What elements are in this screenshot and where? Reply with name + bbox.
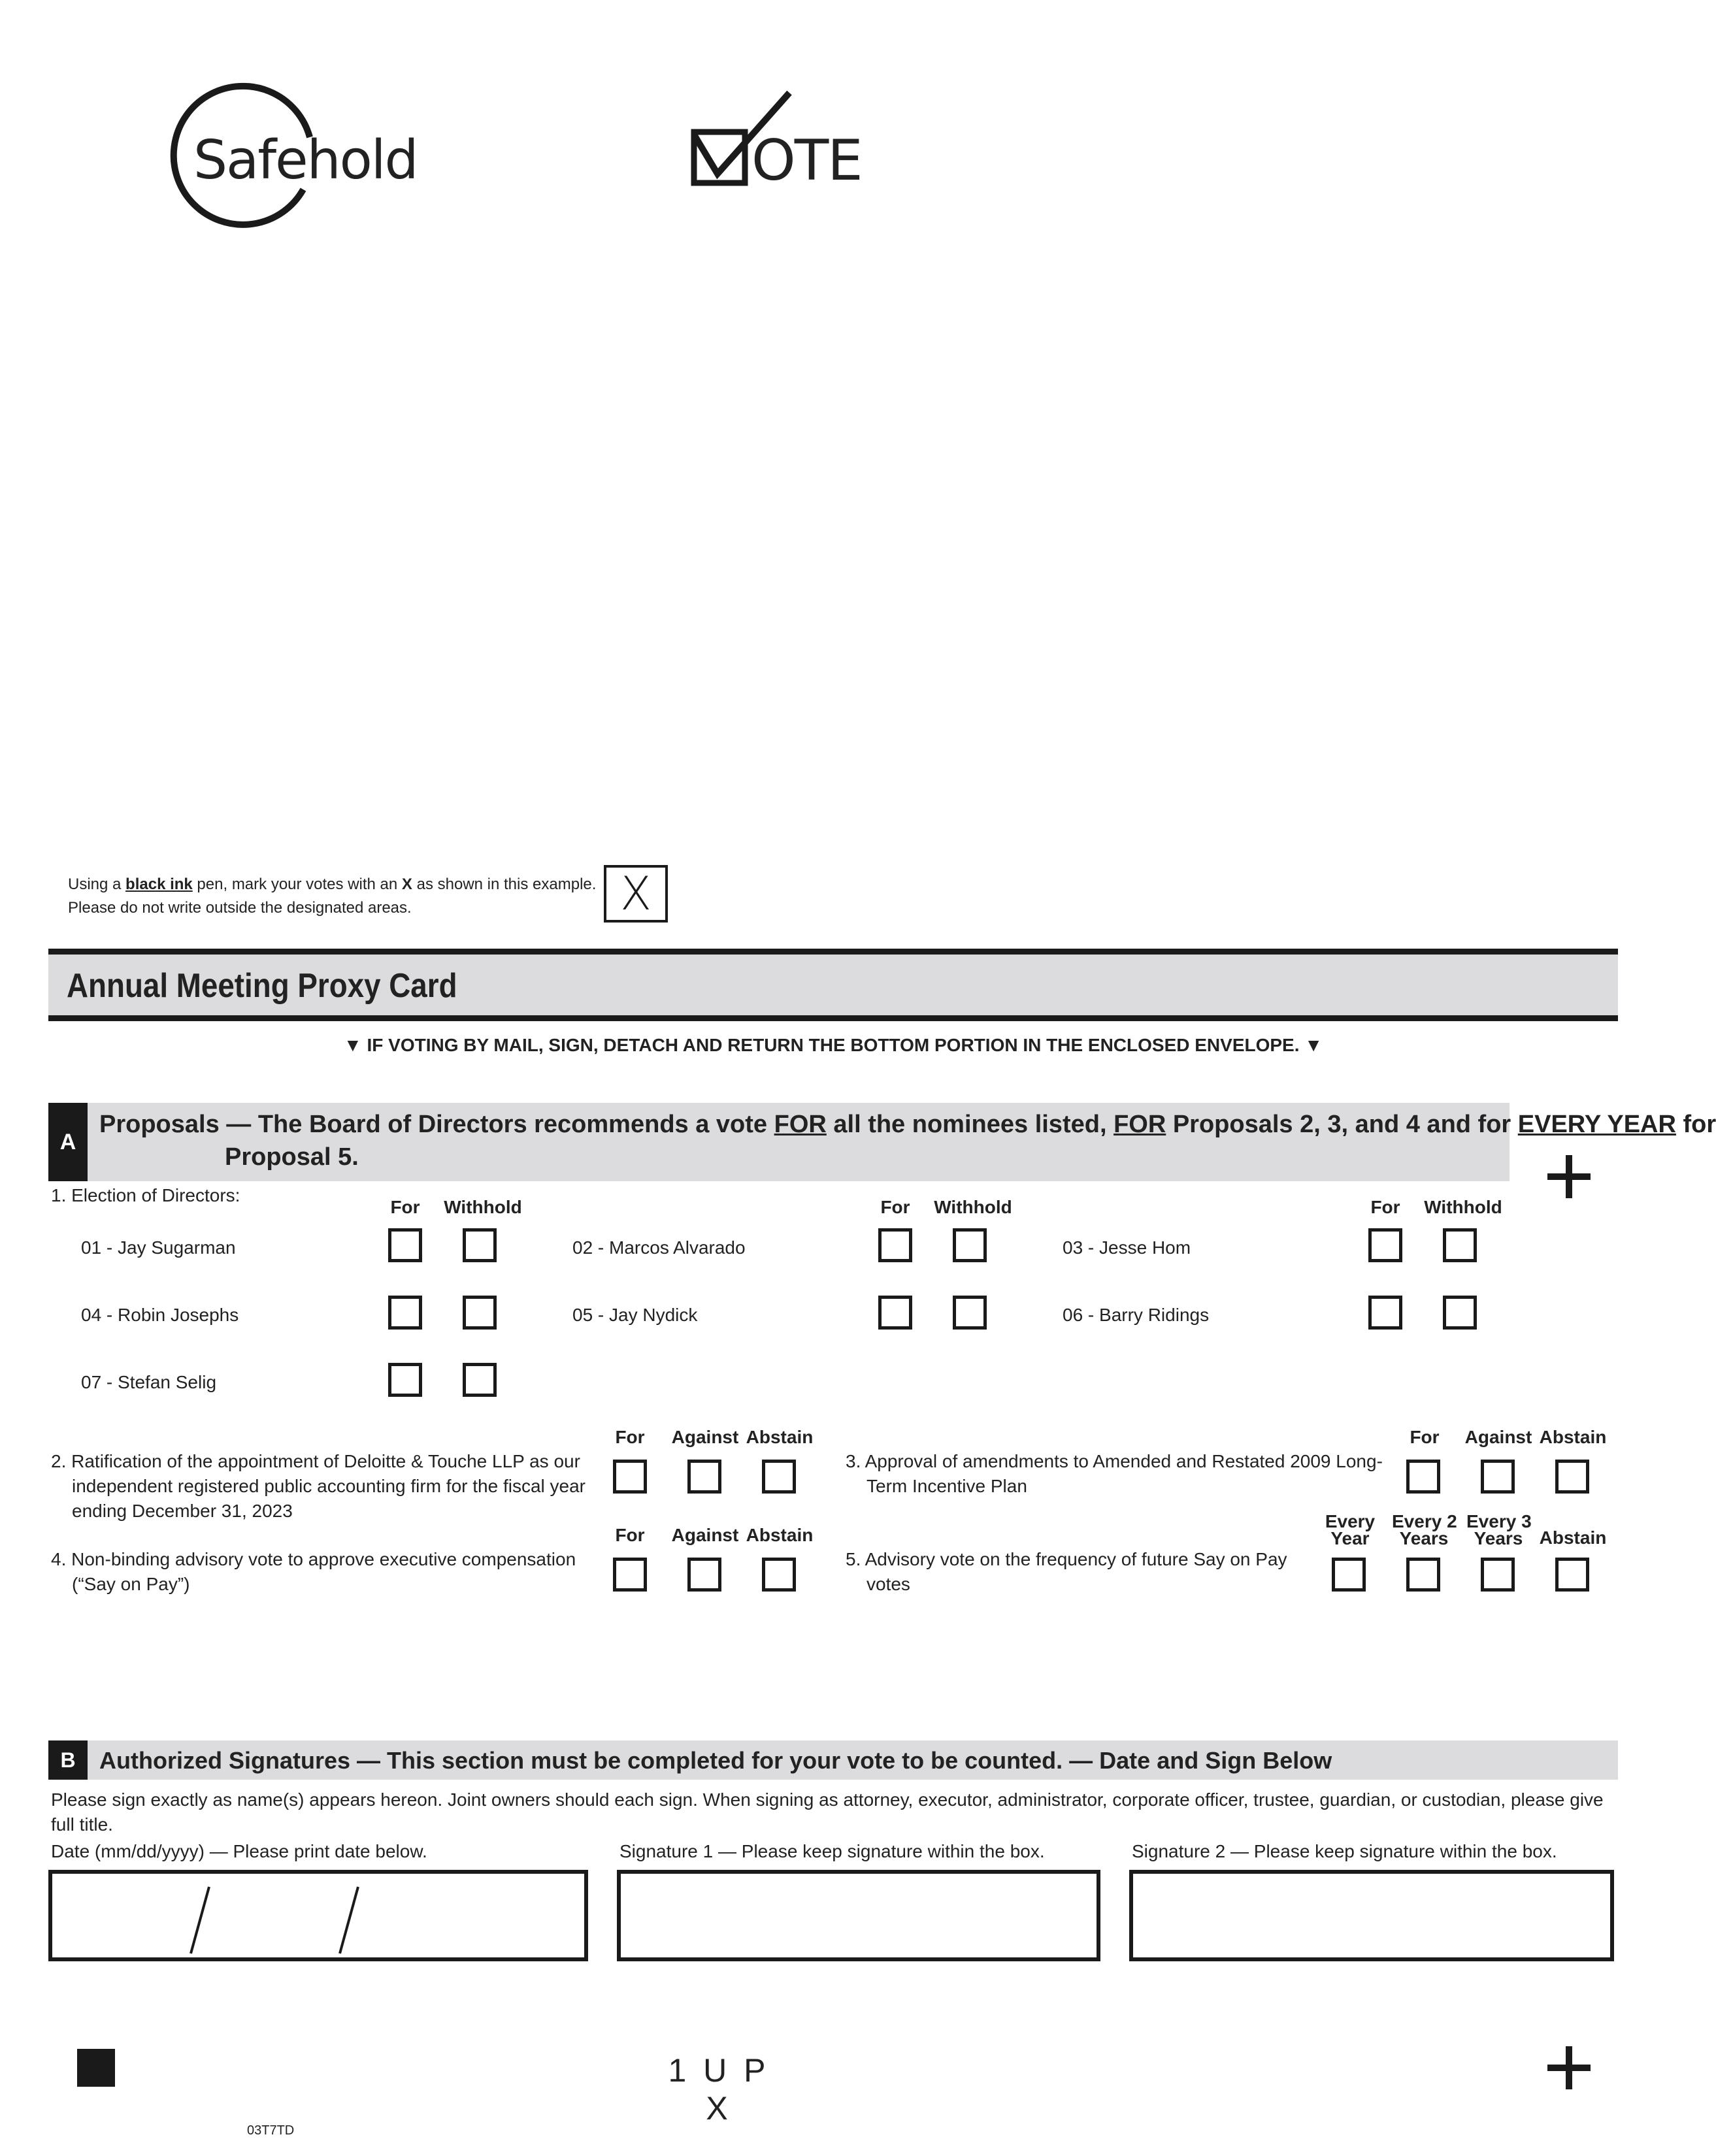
col-against: Against	[671, 1525, 739, 1545]
vote-checkbox-for[interactable]	[388, 1228, 422, 1262]
col-withhold: Withhold	[934, 1197, 1012, 1217]
col-against: Against	[671, 1427, 739, 1447]
example-x: X	[620, 867, 652, 921]
col-for: For	[1370, 1197, 1400, 1217]
title-bar	[48, 955, 1618, 1015]
vote-checkbox-withhold[interactable]	[1443, 1296, 1477, 1330]
section-b-tag: B	[48, 1740, 88, 1780]
vote-checkbox-for[interactable]	[878, 1228, 912, 1262]
down-triangle-icon: ▼	[343, 1035, 367, 1055]
proposal-2-text: 2. Ratification of the appointment of Deloitte & Touche LLP as our independent registered public accounting firm for the fiscal year ending December 31, 2023	[51, 1451, 586, 1521]
vote-checkbox-for[interactable]	[613, 1558, 647, 1592]
vote-checkbox-against[interactable]	[687, 1558, 721, 1592]
vote-checkbox-for[interactable]	[1368, 1296, 1402, 1330]
proposal-5-text: 5. Advisory vote on the frequency of future Say on Pay votes	[846, 1549, 1287, 1594]
nominee-label: 05 - Jay Nydick	[572, 1305, 698, 1325]
vote-logo	[691, 89, 861, 193]
registration-square	[77, 2049, 115, 2087]
section-a-header: Proposals — The Board of Directors recommends a vote FOR all the nominees listed, FOR Proposals 2, 3, and 4 and for EVERY YEAR for Proposal 5.	[88, 1103, 1510, 1181]
date-field[interactable]	[48, 1870, 588, 1961]
vote-checkbox-for[interactable]	[388, 1363, 422, 1397]
col-abstain: Abstain	[1539, 1527, 1607, 1548]
vote-checkbox-for[interactable]	[878, 1296, 912, 1330]
vote-checkbox-every-year[interactable]	[1332, 1558, 1366, 1592]
col-abstain: Abstain	[1539, 1427, 1607, 1447]
col-every-2-years: Every 2 Years	[1392, 1511, 1457, 1548]
vote-checkbox-withhold[interactable]	[463, 1296, 497, 1330]
page-title: Annual Meeting Proxy Card	[67, 967, 457, 1005]
vote-checkbox-for[interactable]	[613, 1460, 647, 1494]
example-mark-box	[604, 865, 668, 923]
col-abstain: Abstain	[746, 1525, 814, 1545]
vote-checkbox-every-3-years[interactable]	[1481, 1558, 1515, 1592]
col-every-3-years: Every 3 Years	[1466, 1511, 1532, 1548]
section-b-header: Authorized Signatures — This section must be completed for your vote to be counted. — Date and Sign Below	[88, 1740, 1618, 1780]
footer-code: 1 U P X	[668, 2052, 770, 2127]
small-code: 03T7TD	[247, 2123, 295, 2138]
nominee-label: 06 - Barry Ridings	[1063, 1305, 1210, 1325]
signature-instructions: Please sign exactly as name(s) appears hereon. Joint owners should each sign. When signing as attorney, executor, administrator, corporate officer, trustee, guardian, or custodian, please give full title.	[51, 1789, 1604, 1835]
nominee-label: 07 - Stefan Selig	[81, 1372, 217, 1392]
vote-checkbox-abstain[interactable]	[1555, 1460, 1589, 1494]
down-triangle-icon: ▼	[1299, 1035, 1323, 1055]
col-withhold: Withhold	[444, 1197, 522, 1217]
election-label: 1. Election of Directors:	[51, 1185, 240, 1205]
vote-checkbox-for[interactable]	[388, 1296, 422, 1330]
vote-text: OTE	[751, 128, 862, 193]
vote-checkbox-withhold[interactable]	[463, 1228, 497, 1262]
signature-1-label: Signature 1 — Please keep signature within the box.	[619, 1841, 1045, 1861]
mail-notice: ▼ IF VOTING BY MAIL, SIGN, DETACH AND RETURN THE BOTTOM PORTION IN THE ENCLOSED ENVELOPE. ▼	[343, 1035, 1323, 1055]
vote-checkbox-abstain[interactable]	[762, 1558, 796, 1592]
vote-checkbox-withhold[interactable]	[463, 1363, 497, 1397]
vote-checkbox-withhold[interactable]	[1443, 1228, 1477, 1262]
signature-1-field[interactable]	[617, 1870, 1100, 1961]
nominee-label: 01 - Jay Sugarman	[81, 1237, 236, 1258]
vote-checkbox-against[interactable]	[687, 1460, 721, 1494]
col-abstain: Abstain	[746, 1427, 814, 1447]
date-label: Date (mm/dd/yyyy) — Please print date below.	[51, 1841, 427, 1861]
vote-checkbox-against[interactable]	[1481, 1460, 1515, 1494]
proposal-4-text: 4. Non-binding advisory vote to approve executive compensation (“Say on Pay”)	[51, 1549, 576, 1594]
col-withhold: Withhold	[1424, 1197, 1502, 1217]
nominee-label: 03 - Jesse Hom	[1063, 1237, 1191, 1258]
col-for: For	[880, 1197, 910, 1217]
signature-2-label: Signature 2 — Please keep signature within the box.	[1132, 1841, 1557, 1861]
vote-checkbox-for[interactable]	[1406, 1460, 1440, 1494]
vote-checkbox-abstain[interactable]	[762, 1460, 796, 1494]
col-against: Against	[1464, 1427, 1532, 1447]
col-for: For	[1410, 1427, 1440, 1447]
logo-text: Safehold	[193, 129, 418, 191]
nominee-label: 02 - Marcos Alvarado	[572, 1237, 746, 1258]
col-for: For	[615, 1427, 645, 1447]
registration-plus-icon	[1547, 2046, 1591, 2089]
vote-checkbox-withhold[interactable]	[953, 1296, 987, 1330]
date-separator-slashes	[52, 1874, 592, 1965]
col-for: For	[615, 1525, 645, 1545]
title-bottom-rule	[48, 1015, 1618, 1021]
vote-checkbox-every-2-years[interactable]	[1406, 1558, 1440, 1592]
registration-plus-icon	[1547, 1155, 1591, 1198]
safehold-logo	[171, 91, 418, 242]
nominee-label: 04 - Robin Josephs	[81, 1305, 239, 1325]
col-every-year: Every Year	[1325, 1511, 1376, 1548]
vote-checkbox-withhold[interactable]	[953, 1228, 987, 1262]
vote-checkbox-abstain[interactable]	[1555, 1558, 1589, 1592]
signature-2-field[interactable]	[1129, 1870, 1614, 1961]
vote-checkbox-for[interactable]	[1368, 1228, 1402, 1262]
proposal-3-text: 3. Approval of amendments to Amended and Restated 2009 Long- Term Incentive Plan	[846, 1451, 1383, 1496]
title-top-rule	[48, 949, 1618, 955]
col-for: For	[390, 1197, 420, 1217]
section-a-tag: A	[48, 1103, 88, 1181]
marking-instructions: Using a black ink pen, mark your votes with an X as shown in this example. Please do not write outside the designated areas.	[68, 875, 597, 917]
